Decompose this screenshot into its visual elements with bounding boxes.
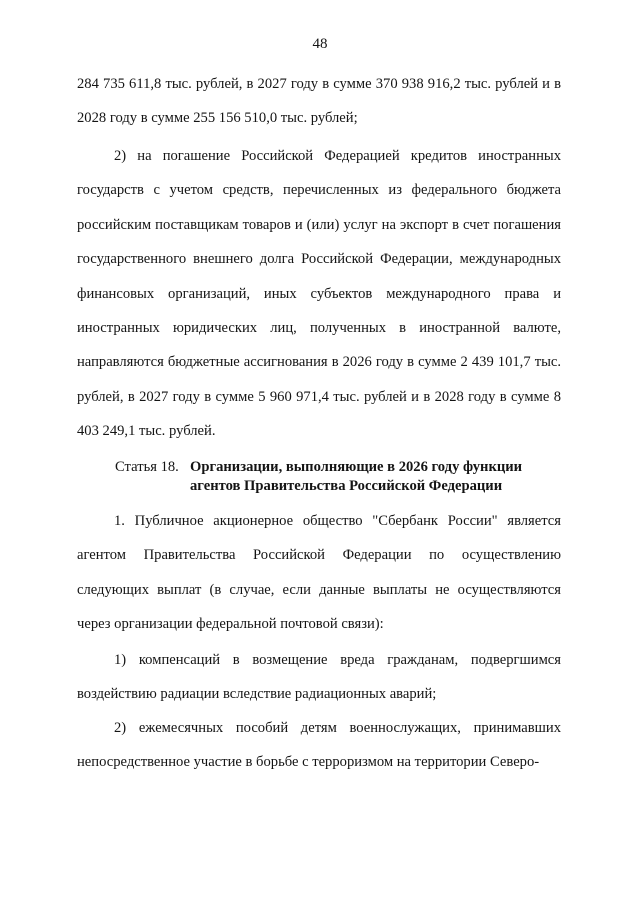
paragraph-section-1-sberbank: 1. Публичное акционерное общество "Сбербанк России" является агентом Правительства Российской Федерации по осуществлению следующих выплат (в случае, если данные выплаты не осуществляются через организации федеральной почтовой связи): — [77, 513, 561, 633]
paragraph-item-1-radiation-compensation: 1) компенсаций в возмещение вреда гражданам, подвергшимся воздействию радиации вследствие радиационных аварий; — [77, 652, 561, 703]
article-number: Статья 18. — [115, 459, 179, 475]
article-title: Организации, выполняющие в 2026 году функции агентов Правительства Российской Федерации — [190, 459, 523, 494]
paragraph-item-2-military-children: 2) ежемесячных пособий детям военнослужащих, принимавших непосредственное участие в борьбе с терроризмом на территории Северо- — [77, 720, 561, 771]
page-number: 48 — [312, 36, 328, 52]
paragraph-continuation: 284 735 611,8 тыс. рублей, в 2027 году в сумме 370 938 916,2 тыс. рублей и в 2028 году в сумме 255 156 510,0 тыс. рублей; — [77, 76, 561, 127]
paragraph-item-2-foreign-credits: 2) на погашение Российской Федерацией кредитов иностранных государств с учетом средств, перечисленных из федерального бюджета российским поставщикам товаров и (или) услуг на экспорт в счет погашения государственного внешнего долга Российской Федерации, международных финансовых организаций, иных субъектов международного права и иностранных юридических лиц, полученных в иностранной валюте, направляются бюджетные ассигнования в 2026 году в сумме 2 439 101,7 тыс. рублей, в 2027 году в сумме 5 960 971,4 тыс. рублей и в 2028 году в сумме 8 403 249,1 тыс. рублей. — [77, 148, 561, 440]
